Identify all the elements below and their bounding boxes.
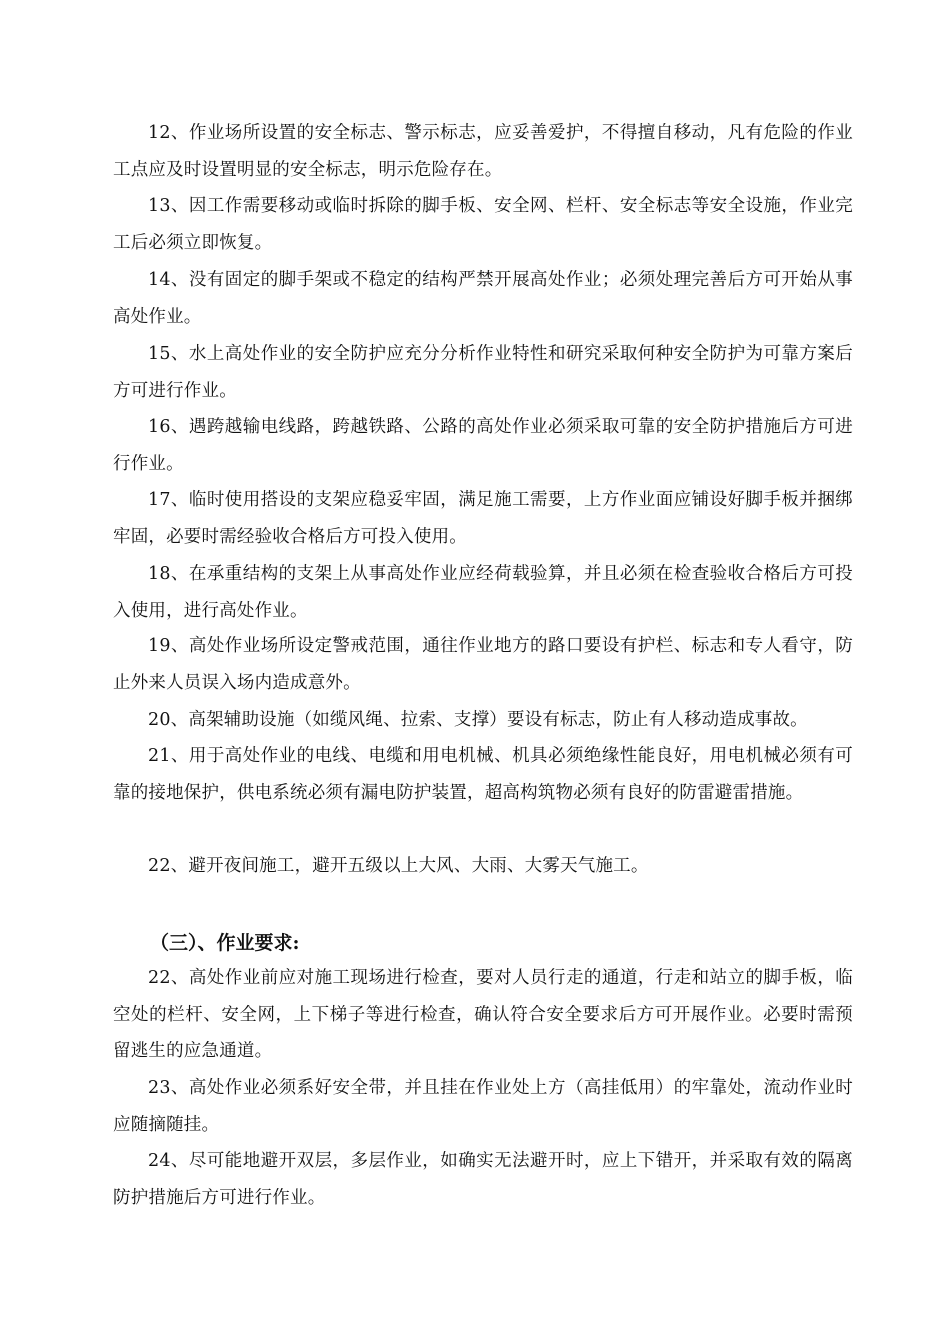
paragraph-item-21: 21、用于高处作业的电线、电缆和用电机械、机具必须绝缘性能良好，用电机械必须有可靠的接地保护，供电系统必须有漏电防护装置，超高构筑物必须有良好的防雷避雷措施。 [113, 746, 853, 803]
paragraph-item-22-weather: 22、避开夜间施工，避开五级以上大风、大雨、大雾天气施工。 [148, 856, 649, 876]
paragraph-item-14: 14、没有固定的脚手架或不稳定的结构严禁开展高处作业；必须处理完善后方可开始从事高处作业。 [113, 270, 853, 327]
paragraph-item-20: 20、高架辅助设施（如缆风绳、拉索、支撑）要设有标志，防止有人移动造成事故。 [148, 710, 808, 730]
paragraph-item-17: 17、临时使用搭设的支架应稳妥牢固，满足施工需要，上方作业面应铺设好脚手板并捆绑牢固，必要时需经验收合格后方可投入使用。 [113, 490, 853, 547]
paragraph-item-18: 18、在承重结构的支架上从事高处作业应经荷载验算，并且必须在检查验收合格后方可投入使用，进行高处作业。 [113, 564, 853, 621]
paragraph-req-24: 24、尽可能地避开双层，多层作业，如确实无法避开时，应上下错开，并采取有效的隔离防护措施后方可进行作业。 [113, 1151, 853, 1208]
paragraph-req-22: 22、高处作业前应对施工现场进行检查，要对人员行走的通道，行走和站立的脚手板，临空处的栏杆、安全网，上下梯子等进行检查，确认符合安全要求后方可开展作业。必要时需预留逃生的应急通道。 [113, 968, 853, 1061]
paragraph-item-19: 19、高处作业场所设定警戒范围，通往作业地方的路口要设有护栏、标志和专人看守，防止外来人员误入场内造成意外。 [113, 636, 853, 693]
paragraph-item-15: 15、水上高处作业的安全防护应充分分析作业特性和研究采取何种安全防护为可靠方案后方可进行作业。 [113, 344, 853, 401]
paragraph-item-13: 13、因工作需要移动或临时拆除的脚手板、安全网、栏杆、安全标志等安全设施，作业完工后必须立即恢复。 [113, 196, 853, 253]
paragraph-item-16: 16、遇跨越输电线路，跨越铁路、公路的高处作业必须采取可靠的安全防护措施后方可进行作业。 [113, 417, 853, 474]
section-heading: （三）、作业要求: [150, 932, 300, 954]
paragraph-req-23: 23、高处作业必须系好安全带，并且挂在作业处上方（高挂低用）的牢靠处，流动作业时应随摘随挂。 [113, 1078, 853, 1135]
paragraph-item-12: 12、作业场所设置的安全标志、警示标志，应妥善爱护，不得擅自移动，凡有危险的作业工点应及时设置明显的安全标志，明示危险存在。 [113, 123, 853, 180]
